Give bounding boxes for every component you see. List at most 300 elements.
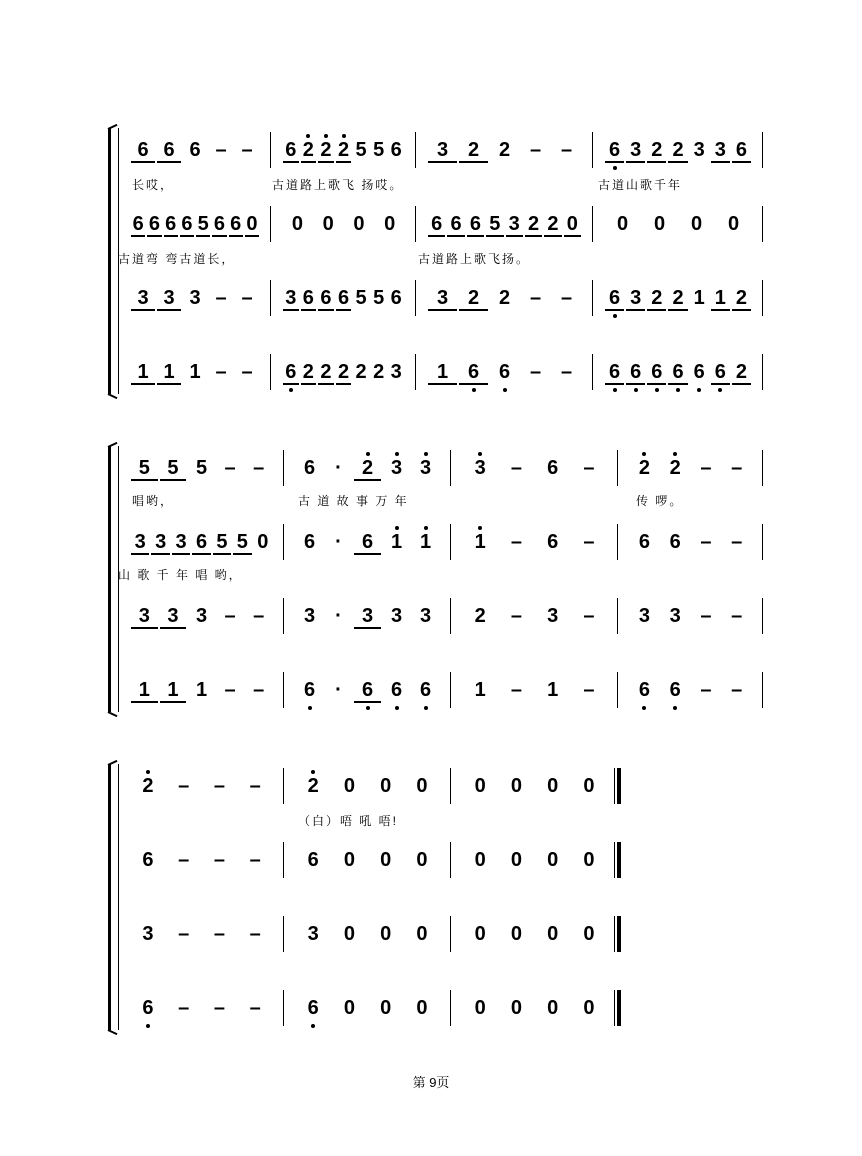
barline — [617, 450, 618, 486]
note: 0 — [547, 849, 559, 871]
barline — [450, 672, 451, 708]
note: 0 — [566, 213, 578, 235]
underline — [157, 383, 181, 385]
note: 5 — [195, 457, 208, 479]
system-bracket — [108, 128, 111, 394]
dash-note: – — [249, 849, 261, 871]
underline — [711, 309, 730, 311]
barline — [592, 354, 593, 390]
dash-note: – — [510, 531, 522, 553]
note: 6 — [638, 679, 650, 701]
note: 3 — [303, 605, 316, 627]
underline — [160, 701, 187, 703]
dash-note: – — [700, 531, 712, 553]
note: 2 — [528, 213, 540, 235]
dash-note: – — [510, 457, 522, 479]
note: 5 — [138, 457, 150, 479]
note: 6 — [189, 139, 201, 161]
dash-note: – — [560, 139, 573, 161]
note: 6 — [693, 361, 705, 383]
note: 0 — [583, 997, 595, 1019]
note: 1 — [693, 287, 705, 309]
underline — [732, 383, 751, 385]
note: 6 — [419, 679, 432, 701]
high-octave-dot — [311, 770, 315, 774]
barline — [450, 524, 451, 560]
underline — [160, 479, 187, 481]
barline — [762, 206, 763, 242]
note: 0 — [510, 849, 522, 871]
underline — [626, 161, 645, 163]
underline — [354, 701, 381, 703]
note: 1 — [714, 287, 726, 309]
underline — [647, 383, 666, 385]
underline — [301, 309, 317, 311]
note: 6 — [361, 531, 374, 553]
barline — [415, 354, 416, 390]
note: 0 — [380, 997, 392, 1019]
note: 2 — [307, 775, 319, 797]
barline — [415, 132, 416, 168]
high-octave-dot — [324, 134, 328, 138]
underline — [647, 161, 666, 163]
system-start-line — [118, 764, 119, 1030]
underline — [164, 235, 178, 237]
note: 6 — [195, 531, 208, 553]
note: 2 — [320, 139, 332, 161]
underline — [160, 627, 187, 629]
dash-note: – — [249, 775, 261, 797]
note: 6 — [431, 213, 443, 235]
note: 6 — [609, 139, 621, 161]
bracket-bottom-hook — [108, 1029, 118, 1035]
lyric-line: 古道弯 弯古道长， — [118, 252, 236, 266]
dot-note: · — [335, 605, 342, 627]
underline — [180, 235, 194, 237]
note: 0 — [547, 997, 559, 1019]
note: 6 — [165, 213, 177, 235]
note: 3 — [142, 923, 154, 945]
underline — [131, 627, 158, 629]
note: 2 — [302, 139, 314, 161]
note: 0 — [380, 923, 392, 945]
note: 1 — [436, 361, 449, 383]
underline — [131, 701, 158, 703]
note: 3 — [436, 287, 449, 309]
barline — [450, 916, 451, 952]
barline — [762, 450, 763, 486]
note: 0 — [510, 775, 522, 797]
note: 3 — [669, 605, 681, 627]
dash-note: – — [178, 923, 190, 945]
note: 6 — [361, 679, 374, 701]
bracket-top-hook — [108, 124, 118, 130]
note: 3 — [175, 531, 187, 553]
dash-note: – — [583, 531, 595, 553]
note: 2 — [320, 361, 332, 383]
note: 3 — [390, 457, 403, 479]
note: 0 — [583, 923, 595, 945]
note: 3 — [138, 605, 150, 627]
note: 6 — [390, 679, 403, 701]
barline — [450, 450, 451, 486]
final-barline-thick — [618, 842, 621, 878]
lyric-line: 古道路上歌飞 扬哎。 — [272, 178, 404, 192]
note: 2 — [498, 287, 511, 309]
underline — [459, 383, 488, 385]
note: 6 — [638, 531, 650, 553]
note: 6 — [137, 139, 149, 161]
barline — [450, 768, 451, 804]
note: 6 — [320, 287, 332, 309]
underline — [131, 309, 155, 311]
note: 6 — [390, 139, 402, 161]
note: 3 — [361, 605, 374, 627]
underline — [318, 309, 334, 311]
dash-note: – — [224, 605, 236, 627]
final-barline-thick — [618, 990, 621, 1026]
note: 3 — [419, 457, 432, 479]
dash-note: – — [253, 679, 265, 701]
dash-note: – — [731, 457, 743, 479]
note: 0 — [343, 923, 355, 945]
lyric-line: 古道路上歌飞扬。 — [418, 252, 531, 266]
barline — [270, 280, 271, 316]
dash-note: – — [213, 849, 225, 871]
note: 1 — [138, 679, 150, 701]
low-octave-dot — [424, 706, 428, 710]
underline — [506, 235, 523, 237]
barline — [617, 524, 618, 560]
high-octave-dot — [673, 452, 677, 456]
low-octave-dot — [472, 388, 476, 392]
note: 3 — [714, 139, 726, 161]
underline — [131, 479, 158, 481]
dash-note: – — [560, 361, 573, 383]
note: 6 — [450, 213, 462, 235]
underline — [626, 309, 645, 311]
dash-note: – — [731, 679, 743, 701]
note: 0 — [474, 775, 486, 797]
note: 0 — [416, 849, 428, 871]
low-octave-dot — [503, 388, 507, 392]
note: 3 — [163, 287, 175, 309]
note: 3 — [436, 139, 449, 161]
final-barline-thin — [614, 842, 615, 878]
note: 2 — [361, 457, 374, 479]
high-octave-dot — [424, 452, 428, 456]
high-octave-dot — [478, 452, 482, 456]
dash-note: – — [529, 287, 542, 309]
barline — [762, 672, 763, 708]
barline — [762, 524, 763, 560]
note: 6 — [669, 531, 681, 553]
underline — [147, 235, 161, 237]
note: 3 — [390, 605, 403, 627]
note: 2 — [651, 287, 663, 309]
note: 3 — [630, 287, 642, 309]
underline — [131, 553, 149, 555]
dash-note: – — [213, 923, 225, 945]
low-octave-dot — [395, 706, 399, 710]
underline — [544, 235, 561, 237]
note: 5 — [167, 457, 179, 479]
lyric-line: 山 歌 千 年 唱 哟， — [118, 568, 243, 582]
note: 1 — [419, 531, 432, 553]
dash-note: – — [583, 457, 595, 479]
note: 2 — [547, 213, 559, 235]
barline — [283, 990, 284, 1026]
note: 0 — [510, 923, 522, 945]
note: 0 — [246, 213, 258, 235]
dash-note: – — [700, 457, 712, 479]
note: 5 — [373, 139, 385, 161]
note: 6 — [547, 457, 559, 479]
underline — [301, 383, 317, 385]
barline — [283, 672, 284, 708]
note: 0 — [343, 849, 355, 871]
final-barline-thick — [618, 916, 621, 952]
note: 0 — [727, 213, 740, 235]
note: 1 — [189, 361, 201, 383]
final-barline-thin — [614, 990, 615, 1026]
underline — [564, 235, 581, 237]
underline — [605, 161, 624, 163]
bracket-top-hook — [108, 442, 118, 448]
note: 0 — [291, 213, 303, 235]
note: 0 — [322, 213, 334, 235]
underline — [447, 235, 464, 237]
low-octave-dot — [718, 388, 722, 392]
dash-note: – — [215, 139, 227, 161]
dash-note: – — [583, 679, 595, 701]
note: 1 — [547, 679, 559, 701]
dot-note: · — [335, 457, 342, 479]
underline — [196, 235, 210, 237]
dash-note: – — [178, 775, 190, 797]
note: 0 — [474, 849, 486, 871]
barline — [592, 206, 593, 242]
dash-note: – — [215, 287, 227, 309]
page-number: 第 9页 — [412, 1075, 450, 1090]
barline — [283, 450, 284, 486]
note: 6 — [669, 679, 681, 701]
bracket-top-hook — [108, 760, 118, 766]
low-octave-dot — [655, 388, 659, 392]
low-octave-dot — [146, 1024, 150, 1028]
note: 6 — [469, 213, 481, 235]
note: 6 — [302, 287, 314, 309]
underline — [245, 235, 259, 237]
underline — [336, 383, 352, 385]
underline — [157, 161, 181, 163]
note: 3 — [137, 287, 149, 309]
note: 2 — [355, 361, 367, 383]
note: 6 — [230, 213, 242, 235]
note: 1 — [474, 679, 486, 701]
note: 2 — [672, 287, 684, 309]
dash-note: – — [253, 457, 265, 479]
note: 0 — [547, 923, 559, 945]
note: 0 — [257, 531, 269, 553]
barline — [415, 206, 416, 242]
barline — [450, 842, 451, 878]
note: 5 — [236, 531, 248, 553]
underline — [459, 309, 488, 311]
underline — [192, 553, 210, 555]
dash-note: – — [215, 361, 227, 383]
lyric-line: （白）唔 吼 唔! — [298, 814, 399, 828]
note: 0 — [380, 775, 392, 797]
note: 6 — [609, 361, 621, 383]
underline — [336, 309, 352, 311]
underline — [605, 383, 624, 385]
low-octave-dot — [613, 314, 617, 318]
high-octave-dot — [146, 770, 150, 774]
bracket-bottom-hook — [108, 393, 118, 399]
underline — [213, 553, 231, 555]
dash-note: – — [224, 679, 236, 701]
note: 6 — [285, 139, 297, 161]
note: 0 — [353, 213, 365, 235]
note: 2 — [337, 361, 350, 383]
low-octave-dot — [673, 706, 677, 710]
underline — [212, 235, 226, 237]
underline — [467, 235, 484, 237]
underline — [283, 383, 299, 385]
underline — [318, 161, 334, 163]
underline — [151, 553, 169, 555]
underline — [626, 383, 645, 385]
note: 6 — [307, 997, 319, 1019]
dash-note: – — [253, 605, 265, 627]
dash-note: – — [731, 605, 743, 627]
underline — [525, 235, 542, 237]
note: 2 — [735, 287, 747, 309]
barline — [762, 132, 763, 168]
note: 3 — [189, 287, 201, 309]
note: 3 — [390, 361, 402, 383]
note: 3 — [474, 457, 486, 479]
high-octave-dot — [478, 526, 482, 530]
note: 5 — [489, 213, 501, 235]
barline — [270, 132, 271, 168]
low-octave-dot — [642, 706, 646, 710]
note: 0 — [474, 997, 486, 1019]
underline — [131, 235, 145, 237]
low-octave-dot — [366, 706, 370, 710]
note: 3 — [547, 605, 559, 627]
note: 6 — [303, 679, 316, 701]
dash-note: – — [529, 361, 542, 383]
note: 2 — [651, 139, 663, 161]
barline — [415, 280, 416, 316]
dash-note: – — [249, 923, 261, 945]
barline — [592, 280, 593, 316]
low-octave-dot — [613, 388, 617, 392]
note: 6 — [735, 139, 747, 161]
barline — [762, 354, 763, 390]
underline — [428, 235, 445, 237]
note: 3 — [195, 605, 208, 627]
final-barline-thin — [614, 916, 615, 952]
note: 6 — [672, 361, 684, 383]
dash-note: – — [731, 531, 743, 553]
underline — [233, 553, 251, 555]
note: 0 — [384, 213, 396, 235]
note: 3 — [630, 139, 642, 161]
note: 0 — [583, 775, 595, 797]
underline — [732, 161, 751, 163]
note: 2 — [669, 457, 681, 479]
underline — [428, 161, 457, 163]
underline — [318, 383, 334, 385]
note: 3 — [693, 139, 705, 161]
barline — [617, 672, 618, 708]
lyric-line: 传 啰。 — [636, 494, 684, 508]
low-octave-dot — [634, 388, 638, 392]
high-octave-dot — [642, 452, 646, 456]
note: 2 — [474, 605, 486, 627]
underline — [647, 309, 666, 311]
bracket-bottom-hook — [108, 711, 118, 717]
note: 1 — [195, 679, 208, 701]
note: 2 — [467, 287, 480, 309]
note: 1 — [390, 531, 403, 553]
note: 6 — [303, 531, 316, 553]
note: 2 — [373, 361, 385, 383]
note: 3 — [508, 213, 520, 235]
dash-note: – — [583, 605, 595, 627]
high-octave-dot — [306, 134, 310, 138]
barline — [270, 354, 271, 390]
underline — [732, 309, 751, 311]
note: 3 — [167, 605, 179, 627]
underline — [283, 309, 299, 311]
dash-note: – — [249, 997, 261, 1019]
underline — [459, 161, 488, 163]
note: 6 — [142, 997, 154, 1019]
note: 3 — [155, 531, 167, 553]
note: 0 — [343, 997, 355, 1019]
lyric-line: 唱哟， — [132, 494, 175, 508]
note: 6 — [467, 361, 480, 383]
low-octave-dot — [697, 388, 701, 392]
low-octave-dot — [676, 388, 680, 392]
dot-note: · — [335, 679, 342, 701]
note: 3 — [638, 605, 650, 627]
dash-note: – — [700, 605, 712, 627]
underline — [486, 235, 503, 237]
note: 0 — [690, 213, 703, 235]
dash-note: – — [510, 605, 522, 627]
note: 6 — [142, 849, 154, 871]
underline — [354, 479, 381, 481]
dash-note: – — [213, 775, 225, 797]
underline — [668, 161, 687, 163]
barline — [592, 132, 593, 168]
note: 2 — [337, 139, 350, 161]
note: 6 — [337, 287, 350, 309]
dot-note: · — [335, 531, 342, 553]
dash-note: – — [529, 139, 542, 161]
note: 0 — [380, 849, 392, 871]
note: 6 — [390, 287, 402, 309]
note: 2 — [142, 775, 154, 797]
note: 6 — [181, 213, 193, 235]
note: 6 — [213, 213, 225, 235]
note: 1 — [163, 361, 175, 383]
